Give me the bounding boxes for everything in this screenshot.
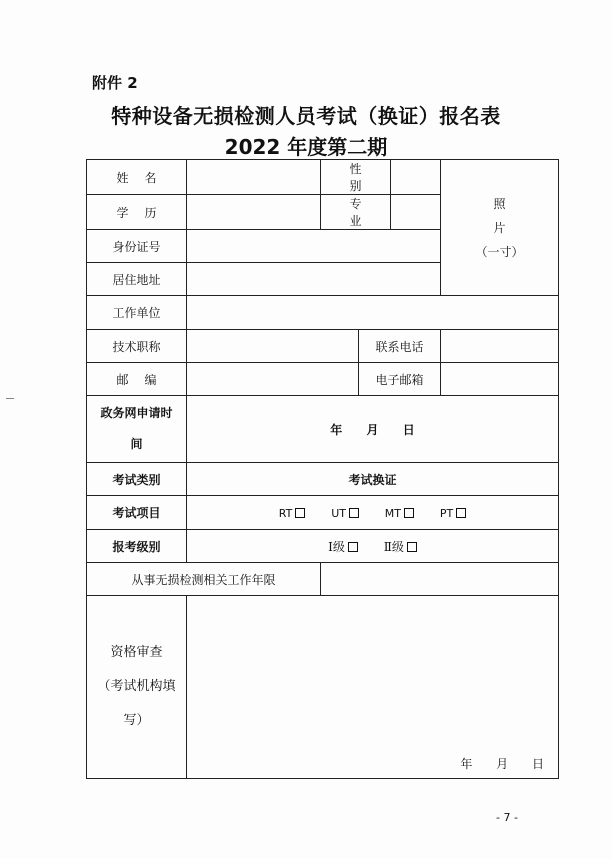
photo-label-3: （一寸） [475,244,524,259]
form-title: 特种设备无损检测人员考试（换证）报名表 [111,104,501,128]
option-level-1[interactable]: Ⅰ级 [328,538,358,555]
id-field[interactable] [187,230,441,263]
work-years-field[interactable] [321,563,559,596]
id-label: 身份证号 [87,230,187,263]
phone-label: 联系电话 [359,330,441,363]
exam-items-options [187,496,559,530]
apply-time-label-1: 政务网申请时 [100,405,173,420]
option-rt[interactable]: RT [279,507,306,520]
employer-label: 工作单位 [87,296,187,330]
form-subtitle: 2022 年度第二期 [224,135,388,159]
exam-type-value: 考试换证 [187,463,559,496]
apply-date-field[interactable] [187,396,559,463]
apply-time-label-2: 间 [130,437,143,451]
address-label: 居住地址 [87,263,187,296]
name-field[interactable] [187,160,321,195]
major-field[interactable] [391,195,441,230]
level-options [187,530,559,563]
name-label: 姓名 [87,160,187,195]
gender-label: 性别 [321,160,391,195]
option-mt[interactable]: MT [385,507,414,520]
phone-field[interactable] [441,330,559,363]
level-label: 报考级别 [87,530,187,563]
gender-field[interactable] [391,160,441,195]
checkbox-icon[interactable] [295,508,305,518]
review-label-3: 写） [123,712,150,728]
registration-form-table [86,159,559,779]
apply-year: 年 [330,422,343,437]
photo-box [441,160,559,296]
email-field[interactable] [441,363,559,396]
apply-time-label [87,396,187,463]
checkbox-icon[interactable] [407,542,417,552]
job-title-label: 技术职称 [87,330,187,363]
page-number: - 7 - [496,811,518,824]
review-year: 年 [460,757,473,771]
review-day: 日 [532,757,545,771]
postcode-field[interactable] [187,363,359,396]
checkbox-icon[interactable] [404,508,414,518]
attachment-label: 附件 2 [92,74,138,92]
option-pt[interactable]: PT [440,507,466,520]
major-label: 专业 [321,195,391,230]
checkbox-icon[interactable] [456,508,466,518]
checkbox-icon[interactable] [348,542,358,552]
education-field[interactable] [187,195,321,230]
address-field[interactable] [187,263,441,296]
review-label [87,596,187,779]
postcode-label: 邮编 [87,363,187,396]
email-label: 电子邮箱 [359,363,441,396]
exam-type-label: 考试类别 [87,463,187,496]
education-label: 学历 [87,195,187,230]
employer-field[interactable] [187,296,559,330]
review-label-2: （考试机构填 [97,679,176,695]
checkbox-icon[interactable] [349,508,359,518]
exam-items-label: 考试项目 [87,496,187,530]
review-field[interactable] [187,596,559,779]
option-ut[interactable]: UT [331,507,359,520]
option-level-2[interactable]: Ⅱ级 [384,538,417,555]
review-month: 月 [496,757,509,771]
work-years-label: 从事无损检测相关工作年限 [87,563,321,596]
photo-label-1: 照 [493,196,506,211]
review-date [440,755,544,772]
apply-day: 日 [402,422,415,437]
photo-label-2: 片 [493,220,506,235]
review-label-1: 资格审查 [110,645,163,661]
scan-mark [6,398,14,399]
apply-month: 月 [366,422,379,437]
job-title-field[interactable] [187,330,359,363]
